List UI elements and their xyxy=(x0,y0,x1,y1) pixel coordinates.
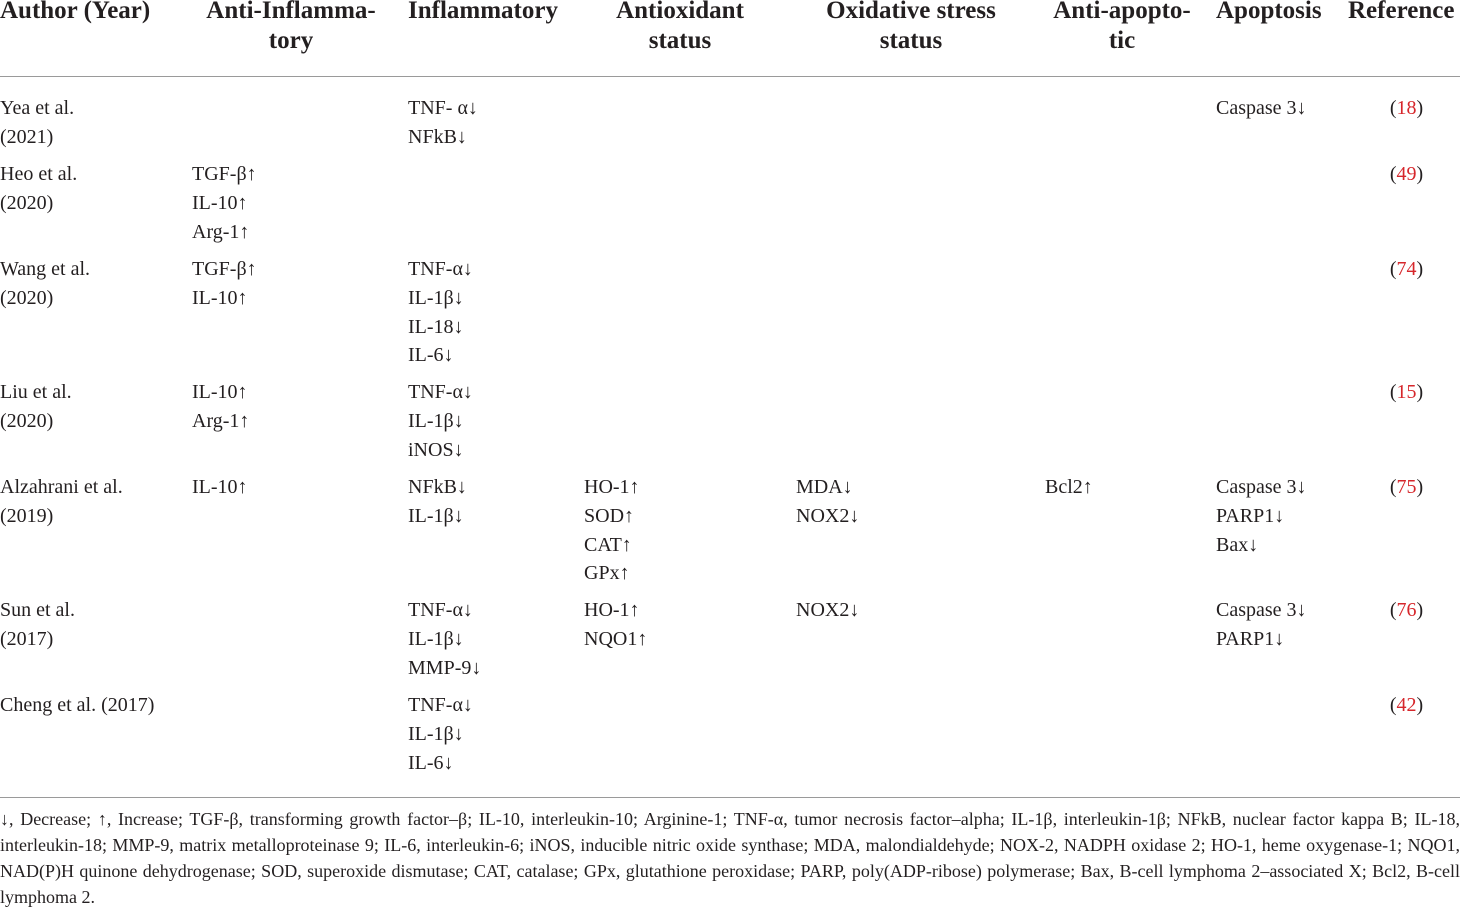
header-antioxidant-status-line1: Antioxidant xyxy=(616,0,744,24)
cell-line: IL-1β↓ xyxy=(408,409,464,432)
cell-line: TNF-α↓ xyxy=(408,694,473,716)
cell-anti-inflammatory xyxy=(192,378,249,436)
cell-line: GPx↑ xyxy=(584,562,630,585)
cell-line: IL-10↑ xyxy=(192,476,248,498)
footer-divider xyxy=(0,797,1460,798)
cell-line: IL-10↑ xyxy=(192,381,248,403)
cell-antioxidant xyxy=(584,596,647,654)
cell-line: Yea et al. xyxy=(0,97,75,119)
reference-link[interactable]: 75 xyxy=(1396,476,1417,498)
cell-author xyxy=(0,160,77,218)
cell-line: Caspase 3↓ xyxy=(1216,599,1307,621)
cell-author xyxy=(0,596,75,654)
cell-line: IL-10↑ xyxy=(192,286,248,309)
cell-line: TNF-α↓ xyxy=(408,258,473,280)
cell-line: IL-6↓ xyxy=(408,751,454,774)
header-reference-line1: Reference xyxy=(1348,0,1455,24)
cell-line: NOX2↓ xyxy=(796,599,860,621)
cell-inflammatory xyxy=(408,94,478,152)
cell-line: TGF-β↑ xyxy=(192,258,257,280)
cell-line: Bcl2↑ xyxy=(1045,476,1093,498)
header-oxidative-stress-status xyxy=(805,0,1017,56)
header-reference xyxy=(1348,0,1454,26)
cell-author xyxy=(0,691,154,720)
cell-inflammatory xyxy=(408,596,481,682)
cell-author xyxy=(0,473,123,531)
cell-line: (2017) xyxy=(0,627,54,650)
reference-link[interactable]: 42 xyxy=(1396,694,1417,716)
cell-reference[interactable]: (74) xyxy=(1389,258,1424,280)
header-inflammatory-line1: Inflammatory xyxy=(408,0,558,24)
cell-reference[interactable]: (18) xyxy=(1389,97,1424,119)
cell-line: PARP1↓ xyxy=(1216,627,1285,650)
cell-anti-apoptotic xyxy=(1045,473,1093,502)
cell-line: (2020) xyxy=(0,409,54,432)
cell-apoptosis xyxy=(1216,473,1307,559)
cell-line: TNF-α↓ xyxy=(408,381,473,403)
cell-anti-inflammatory xyxy=(192,255,257,313)
cell-line: (2020) xyxy=(0,191,54,214)
cell-line: TNF- α↓ xyxy=(408,97,478,119)
cell-anti-inflammatory xyxy=(192,473,248,502)
header-antioxidant-status xyxy=(584,0,776,56)
cell-line: MMP-9↓ xyxy=(408,656,482,679)
cell-line: IL-10↑ xyxy=(192,191,248,214)
cell-line: (2021) xyxy=(0,125,54,148)
header-inflammatory xyxy=(408,0,558,26)
cell-line: SOD↑ xyxy=(584,504,635,527)
cell-line: IL-1β↓ xyxy=(408,722,464,745)
header-author-year-line1: Author (Year) xyxy=(0,0,151,24)
cell-line: Caspase 3↓ xyxy=(1216,476,1307,498)
cell-reference[interactable]: (76) xyxy=(1389,599,1424,621)
cell-line: Caspase 3↓ xyxy=(1216,97,1307,119)
header-antioxidant-status-line2: status xyxy=(648,27,712,54)
cell-line: IL-6↓ xyxy=(408,344,454,367)
header-author-year xyxy=(0,0,150,26)
cell-line: IL-1β↓ xyxy=(408,286,464,309)
reference-link[interactable]: 18 xyxy=(1396,97,1417,119)
cell-author xyxy=(0,94,74,152)
table-footnote: ↓, Decrease; ↑, Increase; TGF-β, transforming growth factor–β; IL-10, interleukin-10; Arginine-1; TNF-α, tumor necrosis factor–alpha; IL-1β, interleukin-1β; NFkB, nuclear factor kappa B; IL-18, interleukin-18; MMP-9, matrix metalloproteinase 9; IL-6, interleukin-6; iNOS, inducible nitric oxide synthase; MDA, malondialdehyde; NOX-2, NADPH oxidase 2; HO-1, heme oxygenase-1; NQO1, NAD(P)H quinone dehydrogenase; SOD, superoxide dismutase; CAT, catalase; GPx, glutathione peroxidase; PARP, poly(ADP-ribose) polymerase; Bax, B-cell lymphoma 2–associated X; Bcl2, B-cell lymphoma 2. xyxy=(0,809,1460,907)
reference-link[interactable]: 76 xyxy=(1396,599,1417,621)
cell-line: IL-18↓ xyxy=(408,315,464,338)
cell-line: Liu et al. xyxy=(0,381,72,403)
header-apoptosis xyxy=(1216,0,1322,26)
header-anti-apoptotic-line1: Anti-apopto- xyxy=(1053,0,1191,24)
table-header xyxy=(0,0,1460,76)
cell-apoptosis xyxy=(1216,596,1307,654)
header-anti-inflammatory xyxy=(192,0,390,56)
cell-author xyxy=(0,378,72,436)
cell-line: IL-1β↓ xyxy=(408,504,464,527)
cell-line: (2019) xyxy=(0,504,54,527)
header-apoptosis-line1: Apoptosis xyxy=(1216,0,1322,24)
cell-line: Alzahrani et al. xyxy=(0,476,123,498)
cell-antioxidant xyxy=(584,473,640,588)
cell-line: iNOS↓ xyxy=(408,438,464,461)
cell-line: Sun et al. xyxy=(0,599,75,621)
cell-anti-inflammatory xyxy=(192,160,257,246)
cell-inflammatory xyxy=(408,691,473,777)
cell-reference[interactable]: (49) xyxy=(1389,163,1424,185)
reference-link[interactable]: 74 xyxy=(1396,258,1417,280)
cell-line: CAT↑ xyxy=(584,533,632,556)
cell-inflammatory xyxy=(408,378,473,464)
cell-line: Bax↓ xyxy=(1216,533,1259,556)
header-oxidative-stress-status-line2: status xyxy=(879,27,943,54)
cell-inflammatory xyxy=(408,255,473,370)
cell-inflammatory xyxy=(408,473,467,531)
cell-line: HO-1↑ xyxy=(584,599,640,621)
cell-line: Wang et al. xyxy=(0,258,91,280)
cell-oxidative-stress xyxy=(796,473,859,531)
cell-line: IL-1β↓ xyxy=(408,627,464,650)
header-oxidative-stress-status-line1: Oxidative stress xyxy=(826,0,996,24)
cell-reference[interactable]: (42) xyxy=(1389,694,1424,716)
cell-author xyxy=(0,255,90,313)
cell-line: TGF-β↑ xyxy=(192,163,257,185)
reference-link[interactable]: 15 xyxy=(1396,381,1417,403)
cell-oxidative-stress xyxy=(796,596,859,625)
cell-line: NFkB↓ xyxy=(408,125,467,148)
cell-line: NOX2↓ xyxy=(796,504,860,527)
cell-line: MDA↓ xyxy=(796,476,853,498)
cell-line: NQO1↑ xyxy=(584,627,648,650)
cell-line: Arg-1↑ xyxy=(192,409,250,432)
cell-line: (2020) xyxy=(0,286,54,309)
header-anti-apoptotic-line2: tic xyxy=(1108,27,1136,54)
cell-reference[interactable]: (15) xyxy=(1389,381,1424,403)
cell-apoptosis xyxy=(1216,94,1307,123)
header-anti-inflammatory-line2: tory xyxy=(268,27,314,54)
cell-line: Cheng et al. (2017) xyxy=(0,694,155,716)
header-divider xyxy=(0,76,1460,77)
cell-line: PARP1↓ xyxy=(1216,504,1285,527)
cell-line: HO-1↑ xyxy=(584,476,640,498)
cell-line: NFkB↓ xyxy=(408,476,467,498)
cell-reference[interactable]: (75) xyxy=(1389,476,1424,498)
cell-line: Heo et al. xyxy=(0,163,78,185)
header-anti-inflammatory-line1: Anti-Inflamma- xyxy=(206,0,376,24)
header-anti-apoptotic xyxy=(1045,0,1199,56)
cell-line: Arg-1↑ xyxy=(192,220,250,243)
cell-line: TNF-α↓ xyxy=(408,599,473,621)
reference-link[interactable]: 49 xyxy=(1396,163,1417,185)
